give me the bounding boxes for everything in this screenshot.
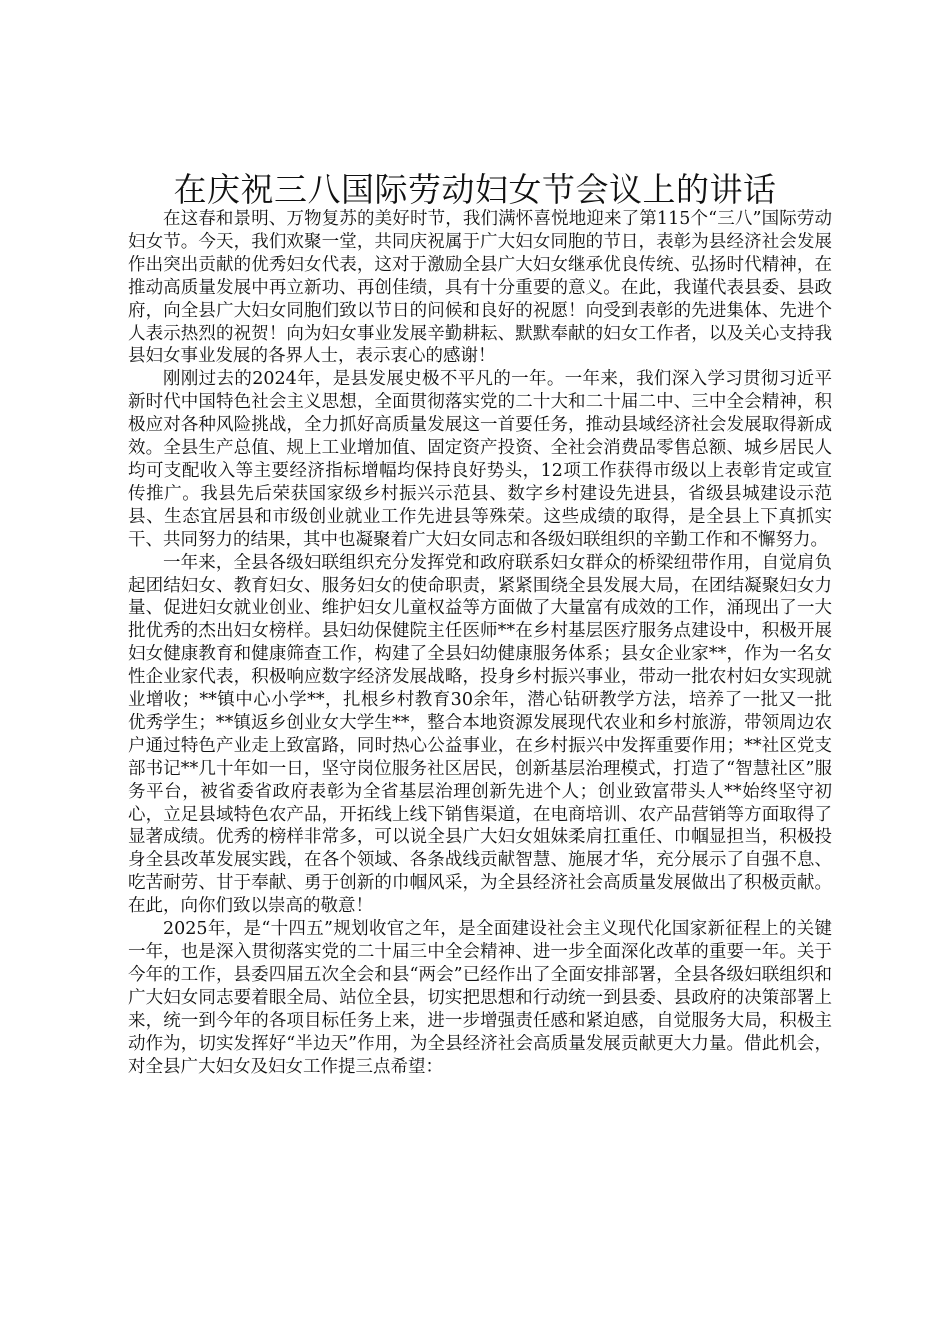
- paragraph: 2025年，是“十四五”规划收官之年，是全面建设社会主义现代化国家新征程上的关键一年，也是深入贯彻落实党的二十届三中全会精神、进一步全面深化改革的重要一年。关于今年的工作，县委四届五次全会和县“两会”已经作出了全面安排部署，全县各级妇联组织和广大妇女同志要着眼全局、站位全县，切实把思想和行动统一到县委、县政府的决策部署上来，统一到今年的各项目标任务上来，进一步增强责任感和紧迫感，自觉服务大局，积极主动作为，切实发挥好“半边天”作用，为全县经济社会高质量发展贡献更大力量。借此机会，对全县广大妇女及妇女工作提三点希望：: [128, 919, 832, 1077]
- paragraph: 刚刚过去的2024年，是县发展史极不平凡的一年。一年来，我们深入学习贯彻习近平新时代中国特色社会主义思想，全面贯彻落实党的二十大和二十届二中、三中全会精神，积极应对各种风险挑战，全力抓好高质量发展这一首要任务，推动县域经济社会发展取得新成效。全县生产总值、规上工业增加值、固定资产投资、全社会消费品零售总额、城乡居民人均可支配收入等主要经济指标增幅均保持良好势头，12项工作获得市级以上表彰肯定或宣传推广。我县先后荣获国家级乡村振兴示范县、数字乡村建设先进县，省级县城建设示范县、生态宜居县和市级创业就业工作先进县等殊荣。这些成绩的取得，是全县上下真抓实干、共同努力的结果，其中也凝聚着广大妇女同志和各级妇联组织的辛勤工作和不懈努力。: [128, 369, 832, 550]
- document-title: 在庆祝三八国际劳动妇女节会议上的讲话: [173, 170, 777, 209]
- document-body: [128, 208, 832, 1078]
- paragraph: 在这春和景明、万物复苏的美好时节，我们满怀喜悦地迎来了第115个“三八”国际劳动妇女节。今天，我们欢聚一堂，共同庆祝属于广大妇女同胞的节日，表彰为县经济社会发展作出突出贡献的优秀妇女代表，这对于激励全县广大妇女继承优良传统、弘扬时代精神，在推动高质量发展中再立新功、再创佳绩，具有十分重要的意义。在此，我谨代表县委、县政府，向全县广大妇女同胞们致以节日的问候和良好的祝愿！向受到表彰的先进集体、先进个人表示热烈的祝贺！向为妇女事业发展辛勤耕耘、默默奉献的妇女工作者，以及关心支持我县妇女事业发展的各界人士，表示衷心的感谢！: [128, 209, 832, 367]
- paragraph: 一年来，全县各级妇联组织充分发挥党和政府联系妇女群众的桥梁纽带作用，自觉肩负起团结妇女、教育妇女、服务妇女的使命职责，紧紧围绕全县发展大局，在团结凝聚妇女力量、促进妇女就业创业、维护妇女儿童权益等方面做了大量富有成效的工作，涌现出了一大批优秀的杰出妇女榜样。县妇幼保健院主任医师**在乡村基层医疗服务点建设中，积极开展妇女健康教育和健康筛查工作，构建了全县妇幼健康服务体系；县女企业家**，作为一名女性企业家代表，积极响应数字经济发展战略，投身乡村振兴事业，带动一批农村妇女实现就业增收；**镇中心小学**，扎根乡村教育30余年，潜心钻研教学方法，培养了一批又一批优秀学生；**镇返乡创业女大学生**，整合本地资源发展现代农业和乡村旅游，带领周边农户通过特色产业走上致富路，同时热心公益事业，在乡村振兴中发挥重要作用；**社区党支部书记**几十年如一日，坚守岗位服务社区居民，创新基层治理模式，打造了“智慧社区”服务平台，被省委省政府表彰为全省基层治理创新先进个人；创业致富带头人**始终坚守初心，立足县域特色农产品，开拓线上线下销售渠道，在电商培训、农产品营销等方面取得了显著成绩。优秀的榜样非常多，可以说全县广大妇女姐妹柔肩扛重任、巾帼显担当，积极投身全县改革发展实践，在各个领域、各条战线贡献智慧、施展才华，充分展示了自强不息、吃苦耐劳、甘于奉献、勇于创新的巾帼风采，为全县经济社会高质量发展做出了积极贡献。在此，向你们致以崇高的敬意！: [128, 552, 832, 917]
